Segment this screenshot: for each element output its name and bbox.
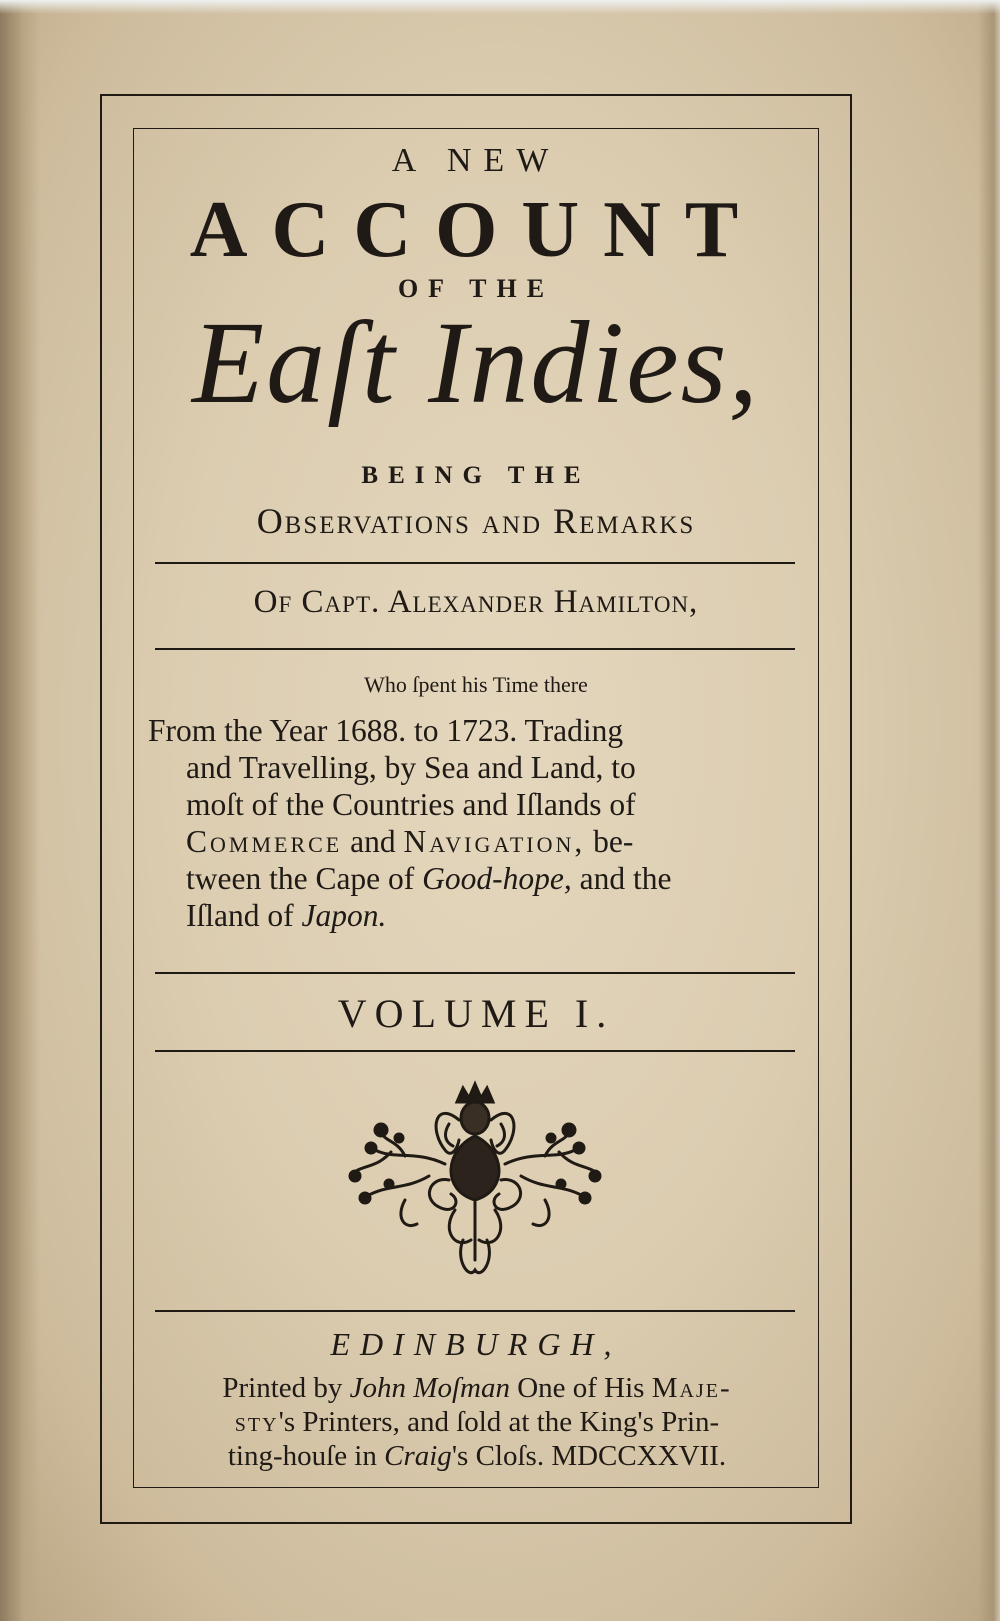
printers-ornament-icon <box>345 1080 605 1285</box>
text-japon: Japon. <box>301 898 387 933</box>
word-navigation: Navigation, <box>403 824 586 859</box>
description-line-4 <box>148 823 796 861</box>
spine-shadow <box>0 0 40 1621</box>
heading-east-indies: Eaſt Indies, <box>191 297 761 428</box>
description-line-2 <box>148 749 796 787</box>
subheading-observations: Observations and Remarks <box>256 501 696 541</box>
description-line-6 <box>148 897 796 935</box>
author-prefix: Of Capt. <box>253 584 381 620</box>
rule-3 <box>155 972 795 974</box>
rule-1 <box>155 562 795 564</box>
imprint-printers: 's Printers, and ſold at the King's Prin- <box>278 1406 720 1438</box>
subheading-being-the: BEING THE <box>361 462 591 489</box>
imprint-sty: sty <box>234 1406 279 1438</box>
word-and: and <box>350 824 396 859</box>
imprint-maje: Maje- <box>651 1372 732 1404</box>
who-spent-line: Who ſpent his Time there <box>364 672 588 697</box>
text-and-the: and the <box>579 861 672 896</box>
page-edge <box>978 0 1000 1621</box>
imprint-one-of-his: One of His <box>517 1372 645 1404</box>
imprint-date: 's Cloſs. MDCCXXVII. <box>451 1440 727 1472</box>
imprint-line-2 <box>152 1406 802 1439</box>
text-good-hope: Good-hope, <box>422 861 572 896</box>
author-line <box>140 584 812 621</box>
imprint-printer-name: John Moſman <box>349 1372 510 1404</box>
description-line-2-text: and Travelling, by Sea and Land, to <box>186 750 636 785</box>
description-line-5 <box>148 860 796 898</box>
imprint-line-1 <box>152 1372 802 1405</box>
rule-5 <box>155 1310 795 1312</box>
imprint-line-3 <box>152 1440 802 1473</box>
heading-of-the: OF THE <box>397 274 555 303</box>
text-tween: tween the Cape of <box>186 861 415 896</box>
heading-a-new: A NEW <box>391 142 561 179</box>
author-name: Alexander Hamilton, <box>387 584 699 620</box>
imprint-printed-by: Printed by <box>222 1372 343 1404</box>
volume-label: VOLUME I. <box>337 991 615 1036</box>
imprint-craig: Craig <box>384 1440 452 1472</box>
rule-4 <box>155 1050 795 1052</box>
page-top-edge <box>0 0 1000 14</box>
description-line-3: moſt of the Countries and Iſlands of <box>186 787 636 822</box>
word-be: be- <box>593 824 634 859</box>
rule-2 <box>155 648 795 650</box>
word-commerce: Commerce <box>186 824 343 859</box>
description-line-1: From the Year 1688. to 1723. Trading <box>148 713 624 748</box>
text-island-of: Iſland of <box>186 898 294 933</box>
heading-account: ACCOUNT <box>189 186 763 274</box>
place-of-publication: EDINBURGH, <box>330 1326 622 1362</box>
imprint-printing-house: ting-houſe in <box>227 1440 377 1472</box>
